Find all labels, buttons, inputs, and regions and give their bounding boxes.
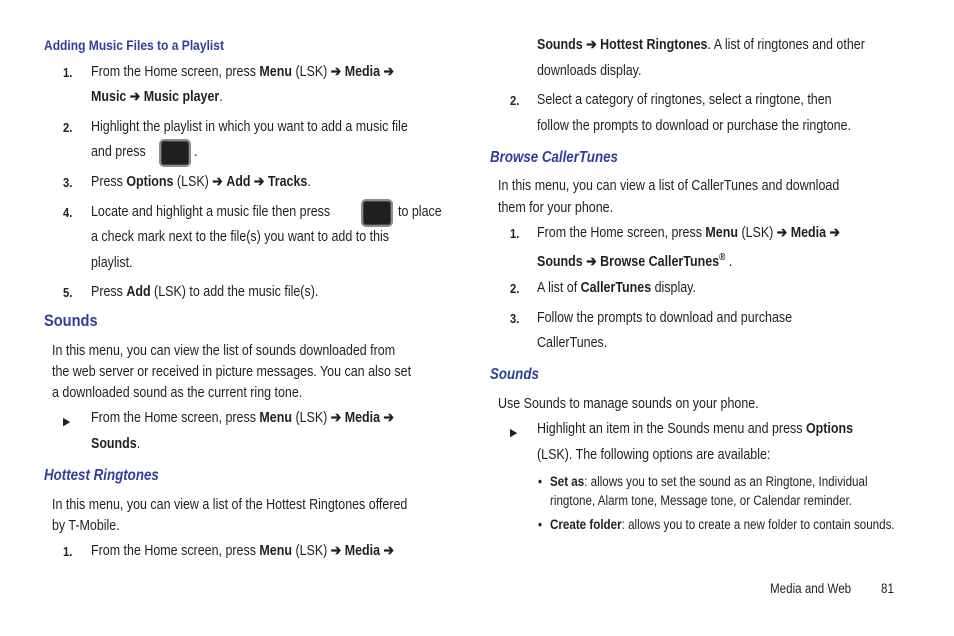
option-create-folder: Create folder: allows you to create a new folder to contain sounds. — [550, 517, 895, 532]
page-number: 81 — [881, 581, 894, 596]
bullet-dot-icon: • — [538, 517, 543, 532]
step-number: 1. — [63, 544, 73, 559]
hottest-paragraph-line: In this menu, you can view a list of the Hottest Ringtones offered — [52, 497, 408, 513]
step-2-period: . — [194, 144, 198, 160]
callertunes-step-2-line: A list of CallerTunes display. — [537, 280, 696, 296]
step-1-line-2: Music ➔ Music player. — [91, 89, 223, 105]
heading-adding-music: Adding Music Files to a Playlist — [44, 37, 224, 53]
sounds-step-line-1: From the Home screen, press Menu (LSK) ➔ Media ➔ — [91, 410, 394, 426]
step-number: 4. — [63, 205, 73, 220]
hottest-step-1-line-1: From the Home screen, press Menu (LSK) ➔ Media ➔ — [91, 543, 394, 559]
sounds-highlight-line-1: Highlight an item in the Sounds menu and press Options — [537, 421, 854, 437]
step-2-line-1: Highlight the playlist in which you want to add a music file — [91, 119, 408, 135]
step-number: 1. — [63, 65, 73, 80]
bullet-dot-icon: • — [538, 474, 543, 489]
sounds-paragraph-line: In this menu, you can view the list of sounds downloaded from — [52, 343, 396, 359]
step-number: 3. — [510, 311, 520, 326]
step-number: 2. — [63, 120, 73, 135]
sounds-step-line-2: Sounds. — [91, 436, 141, 452]
step-3-line: Press Options (LSK) ➔ Add ➔ Tracks. — [91, 174, 311, 190]
hottest-step-2-line-1: Select a category of ringtones, select a ringtone, then — [537, 92, 832, 108]
hottest-step-2-line-2: follow the prompts to download or purchase the ringtone. — [537, 118, 852, 134]
option-set-as-line-2: ringtone, Alarm tone, Message tone, or Calendar reminder. — [550, 493, 853, 508]
step-number: 2. — [510, 93, 520, 108]
step-4-line-2: a check mark next to the file(s) you want to add to this — [91, 229, 390, 245]
hottest-step-1-line-2: Sounds ➔ Hottest Ringtones. A list of ringtones and other — [537, 37, 865, 53]
step-number: 2. — [510, 281, 520, 296]
sounds-highlight-line-2: (LSK). The following options are available: — [537, 447, 771, 463]
heading-browse-callertunes: Browse CallerTunes — [490, 149, 618, 166]
callertunes-step-1-line-1: From the Home screen, press Menu (LSK) ➔ Media ➔ — [537, 225, 840, 241]
callertunes-paragraph-line: them for your phone. — [498, 200, 614, 216]
step-5-line: Press Add (LSK) to add the music file(s). — [91, 284, 319, 300]
sounds-use-line: Use Sounds to manage sounds on your phone. — [498, 396, 759, 412]
sounds-paragraph-line: a downloaded sound as the current ring tone. — [52, 385, 303, 401]
heading-sounds: Sounds — [44, 311, 98, 330]
callertunes-step-3-line-1: Follow the prompts to download and purchase — [537, 310, 793, 326]
callertunes-paragraph-line: In this menu, you can view a list of CallerTunes and download — [498, 178, 840, 194]
step-1-line-1: From the Home screen, press Menu (LSK) ➔ Media ➔ — [91, 64, 394, 80]
heading-sounds-italic: Sounds — [490, 366, 539, 383]
bullet-arrow-icon: ▶ — [510, 427, 518, 439]
step-number: 1. — [510, 226, 520, 241]
hottest-step-1-line-3: downloads display. — [537, 63, 642, 79]
step-number: 3. — [63, 175, 73, 190]
select-key-icon — [159, 139, 191, 167]
step-4-line-1a: Locate and highlight a music file then press — [91, 204, 331, 220]
bullet-arrow-icon: ▶ — [63, 416, 71, 428]
sounds-paragraph-line: the web server or received in picture messages. You can also set — [52, 364, 412, 380]
step-number: 5. — [63, 285, 73, 300]
step-4-line-1b: to place — [398, 204, 442, 220]
footer-section: Media and Web — [770, 581, 852, 596]
step-4-line-3: playlist. — [91, 255, 133, 271]
option-set-as-line-1: Set as: allows you to set the sound as an Ringtone, Individual — [550, 474, 868, 489]
select-key-icon — [361, 199, 393, 227]
hottest-paragraph-line: by T-Mobile. — [52, 518, 120, 534]
callertunes-step-1-line-2: Sounds ➔ Browse CallerTunes® . — [537, 252, 733, 270]
step-2-line-2: and press — [91, 144, 146, 160]
callertunes-step-3-line-2: CallerTunes. — [537, 335, 608, 351]
heading-hottest-ringtones: Hottest Ringtones — [44, 467, 159, 484]
